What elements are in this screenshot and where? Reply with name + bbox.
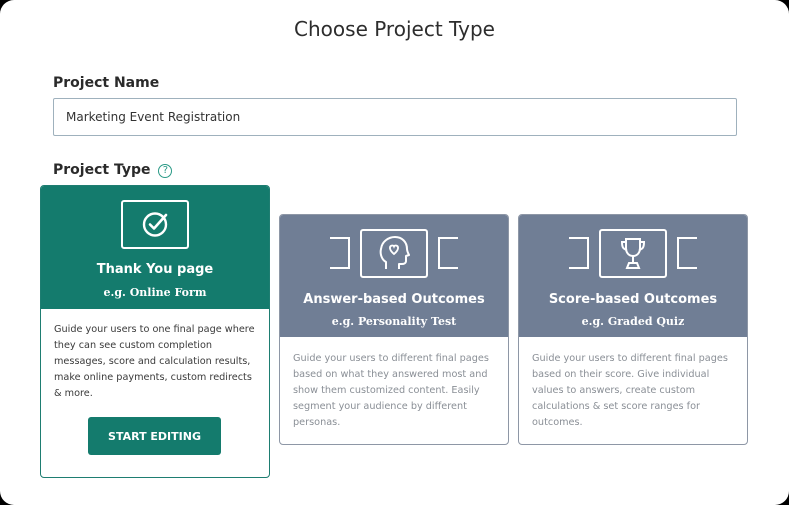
project-type-card-score-based[interactable] [518,214,748,445]
project-type-label-row [53,162,172,178]
project-name-label: Project Name [53,75,160,91]
project-type-card-thank-you[interactable] [40,185,270,478]
card-title: Answer-based Outcomes [303,292,485,307]
bracket-left-icon [330,237,350,269]
bracket-right-icon [677,237,697,269]
head-heart-icon [360,229,428,278]
card-subtitle: e.g. Graded Quiz [581,315,685,328]
card-title: Score-based Outcomes [548,292,718,307]
project-name-input[interactable] [53,98,737,136]
card-header [280,215,508,337]
start-editing-button[interactable]: START EDITING [88,417,221,455]
trophy-icon [599,229,667,278]
card-description: Guide your users to one final page where they can see custom completion messages, score and calculation results, make online payments, custom redirects & more. [54,324,255,399]
help-icon[interactable]: ? [158,164,172,178]
card-description: Guide your users to different final pages based on what they answered most and show them customized content. Easily segment your audience by different personas. [293,353,489,428]
card-subtitle: e.g. Online Form [103,286,207,299]
bracket-left-icon [569,237,589,269]
checkmark-icon [121,200,189,249]
card-title: Thank You page [96,262,214,277]
card-description: Guide your users to different final pages based on their score. Give individual values to answers, create custom calculations & set score ranges for outcomes. [532,353,728,428]
card-subtitle: e.g. Personality Test [331,315,457,328]
dialog-title: Choose Project Type [294,17,495,41]
project-type-label: Project Type [53,162,151,178]
card-header [41,186,269,309]
card-header [519,215,747,337]
bracket-right-icon [438,237,458,269]
project-type-card-answer-based[interactable] [279,214,509,445]
